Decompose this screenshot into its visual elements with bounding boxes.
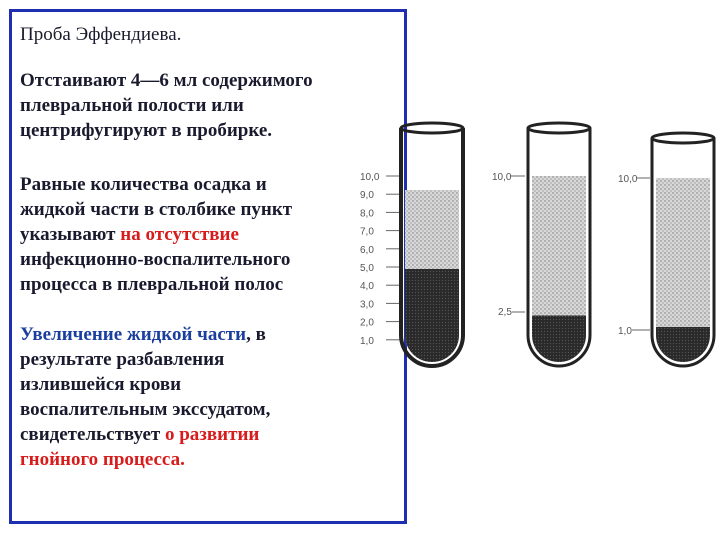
tube-3-mark-label: 1,0 (618, 326, 632, 337)
slide-title: Проба Эффендиева. (20, 24, 182, 45)
scale-label: 2,0 (360, 317, 374, 329)
p2-highlight: на отсутствие (120, 224, 239, 245)
test-tubes-illustration (360, 120, 720, 380)
scale-label: 5,0 (360, 263, 374, 274)
p3-highlight-blue: Увеличение жидкой части (20, 324, 247, 345)
scale-label: 1,0 (360, 335, 374, 347)
tube-3-top-label: 10,0 (618, 174, 638, 185)
p3-text-a: , в результате разбавления излившейся крови воспалительным экссудатом, свидетельствует (20, 324, 271, 445)
tube-2 (492, 123, 590, 366)
scale-label: 6,0 (360, 244, 374, 256)
tube-2-top-label: 10,0 (492, 172, 512, 183)
scale-label: 7,0 (360, 226, 374, 238)
scale-label: 8,0 (360, 208, 374, 220)
text-panel (9, 9, 407, 524)
p3-highlight-red: о развитии гнойного процесса. (20, 424, 260, 470)
paragraph-method: Отстаивают 4—6 мл содержимого плевральной полости или центрифугируют в пробирке. (20, 70, 313, 141)
paragraph-equal-amounts (20, 172, 406, 297)
scale-label: 9,0 (360, 190, 374, 202)
scale-label: 4,0 (360, 281, 374, 293)
p2-text-a: Равные количества осадка и жидкой части в столбике пункт указывают (20, 174, 293, 245)
scale-label: 10,0 (360, 172, 380, 183)
tube-1 (360, 123, 463, 366)
tube-2-mark-label: 2,5 (498, 307, 512, 318)
tube-3 (618, 133, 714, 366)
paragraph-increase (20, 322, 406, 472)
scale-label: 3,0 (360, 299, 374, 311)
p2-text-b: инфекционно-воспалительного процесса в плевральной полос (20, 249, 291, 295)
